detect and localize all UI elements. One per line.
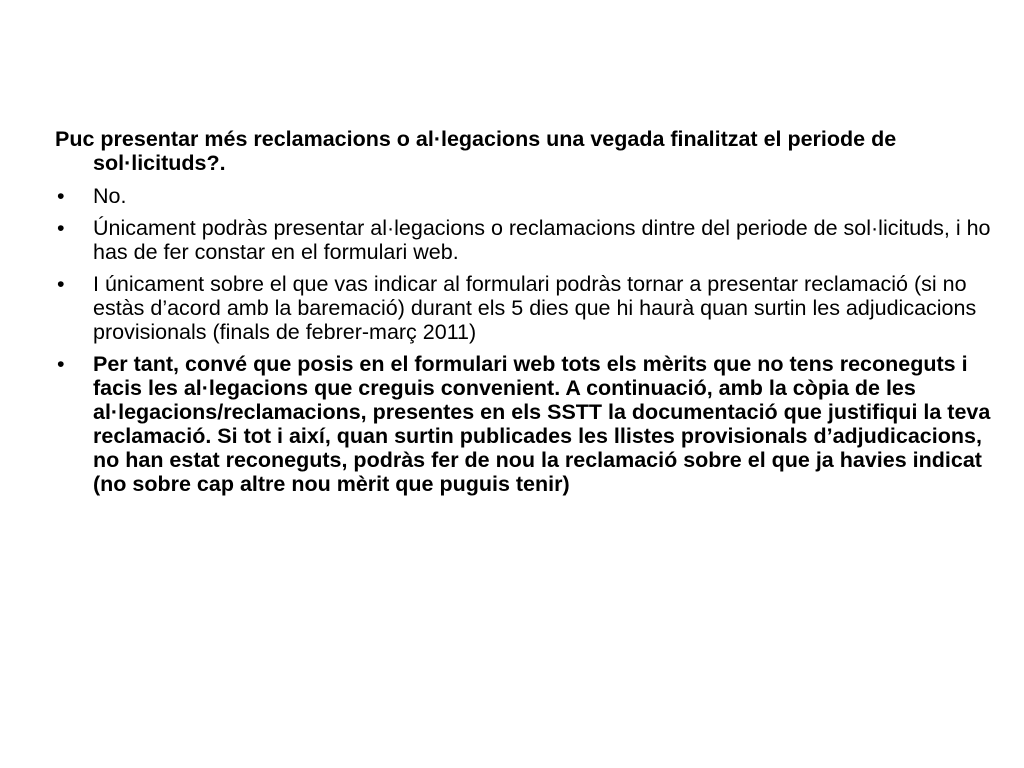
list-item — [55, 184, 995, 208]
list-item — [55, 272, 995, 344]
list-item-text: Per tant, convé que posis en el formulari web tots els mèrits que no tens reconeguts i facis les al·legacions que creguis convenient. A continuació, amb la còpia de les al·legacions/reclamacions, presentes en els SSTT la documentació que justifiqui la teva reclamació. Si tot i així, quan surtin publicades les llistes provisionals d’adjudicacions, no han estat reconeguts, podràs fer de nou la reclamació sobre el que ja havies indicat (no sobre cap altre nou mèrit que puguis tenir) — [93, 352, 991, 496]
question-heading: Puc presentar més reclamacions o al·legacions una vegada finalitzat el periode de sol·licituds?. — [55, 127, 897, 175]
bullet-icon: • — [57, 184, 65, 208]
list-item-text: Únicament podràs presentar al·legacions o reclamacions dintre del periode de sol·licituds, i ho has de fer constar en el formulari web. — [93, 216, 991, 264]
bullet-icon: • — [57, 216, 65, 240]
bullet-icon: • — [57, 352, 65, 376]
answer-list — [55, 184, 995, 496]
slide-content — [55, 127, 995, 496]
list-item-text: I únicament sobre el que vas indicar al formulari podràs tornar a presentar reclamació (si no estàs d’acord amb la baremació) durant els 5 dies que hi haurà quan surtin les adjudicacions provisionals (finals de febrer-març 2011) — [93, 272, 977, 344]
bullet-icon: • — [57, 272, 65, 296]
list-item — [55, 216, 995, 264]
list-item-text: No. — [93, 184, 127, 208]
list-item — [55, 352, 995, 496]
